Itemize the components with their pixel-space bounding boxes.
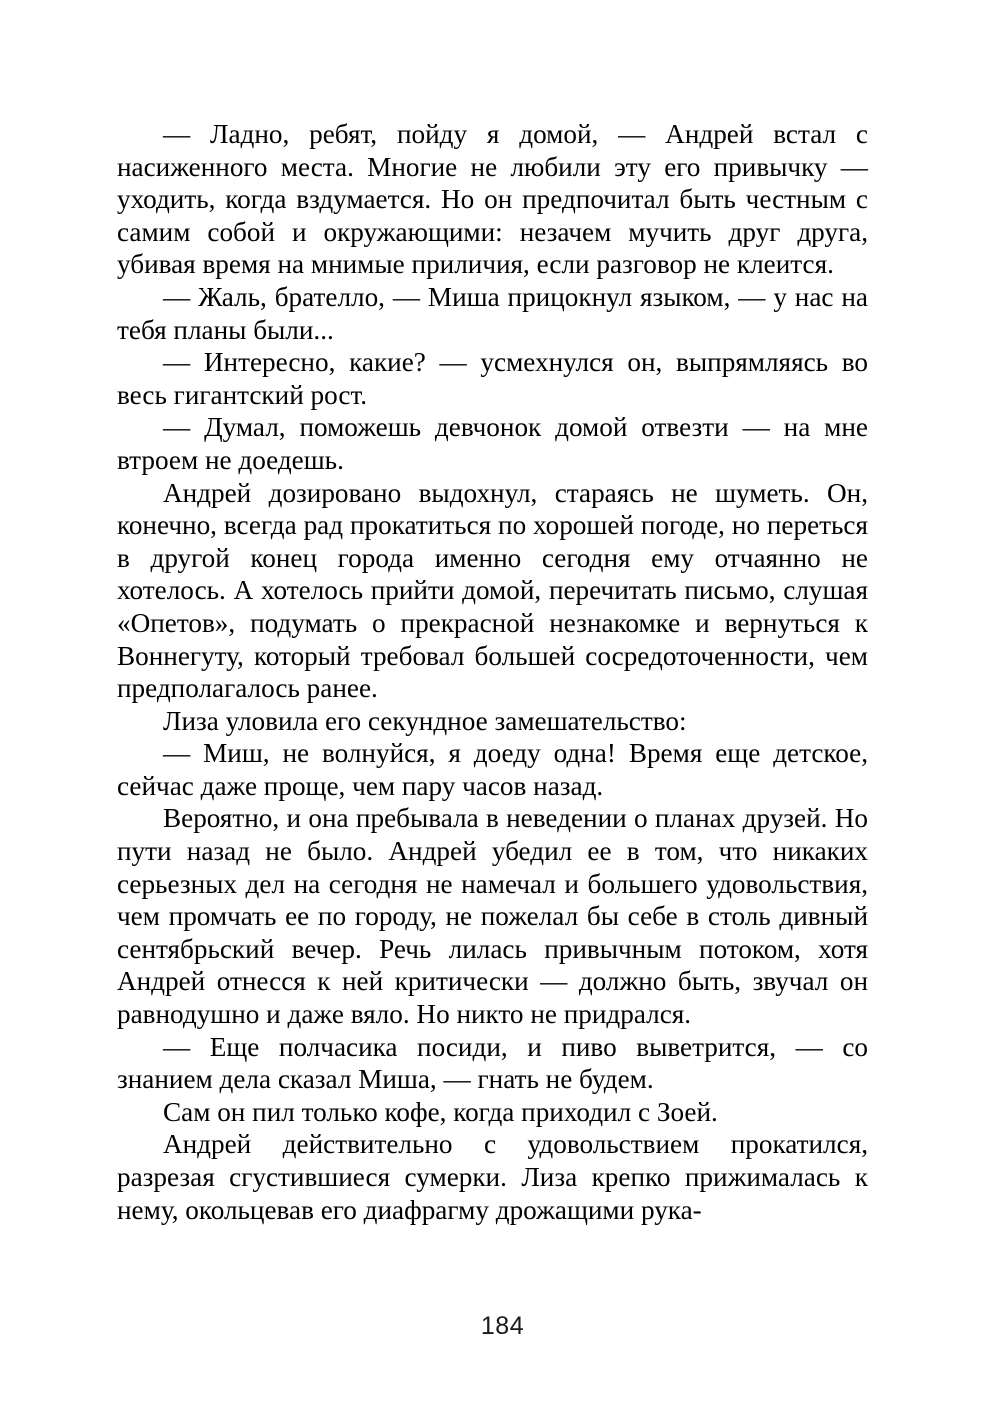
page-number: 184 [480, 1312, 525, 1340]
body-text-column [117, 118, 868, 1226]
paragraph: — Еще полчасика посиди, и пиво выветрится, — со знанием дела сказал Миша, — гнать не будем. [117, 1031, 868, 1095]
paragraph: Андрей действительно с удовольствием прокатился, разрезая сгустившиеся сумерки. Лиза крепко прижималась к нему, окольцевав его диафрагму дрожащими рука- [117, 1129, 868, 1225]
paragraph: — Миш, не волнуйся, я доеду одна! Время еще детское, сейчас даже проще, чем пару часов назад. [117, 738, 868, 801]
paragraph: Сам он пил только кофе, когда приходил с Зоей. [163, 1096, 718, 1127]
paragraph: Андрей дозировано выдохнул, стараясь не шуметь. Он, конечно, всегда рад прокатиться по хорошей погоде, но переться в другой конец города именно сегодня ему отчаянно не хотелось. А хотелось прийти домой, перечитать письмо, слушая «Опетов», подумать о прекрасной незнакомке и вернуться к Воннегуту, который требовал большей сосредоточенности, чем предполагалось ранее. [117, 477, 868, 704]
paragraph: — Интересно, какие? — усмехнулся он, выпрямляясь во весь гигантский рост. [117, 347, 868, 410]
paragraph: — Жаль, брателло, — Миша прицокнул языком, — у нас на тебя планы были... [117, 281, 868, 345]
paragraph: — Ладно, ребят, пойду я домой, — Андрей встал с насиженного места. Многие не любили эту его привычку — уходить, когда вздумается. Но он предпочитал быть честным с самим собой и окружающими: незачем мучить друг друга, убивая время на мнимые приличия, если разговор не клеится. [117, 119, 868, 280]
paragraph: — Думал, поможешь девчонок домой отвезти — на мне втроем не доедешь. [117, 412, 868, 475]
paragraph: Вероятно, и она пребывала в неведении о планах друзей. Но пути назад не было. Андрей убедил ее в том, что никаких серьезных дел на сегодня не намечал и большего удовольствия, чем промчать ее по городу, не пожелал бы себе в столь дивный сентябрьский вечер. Речь лилась привычным потоком, хотя Андрей отнесся к ней критически — должно быть, звучал он равнодушно и даже вяло. Но никто не придрался. [117, 803, 868, 1030]
paragraph: Лиза уловила его секундное замешательство: [163, 705, 687, 736]
